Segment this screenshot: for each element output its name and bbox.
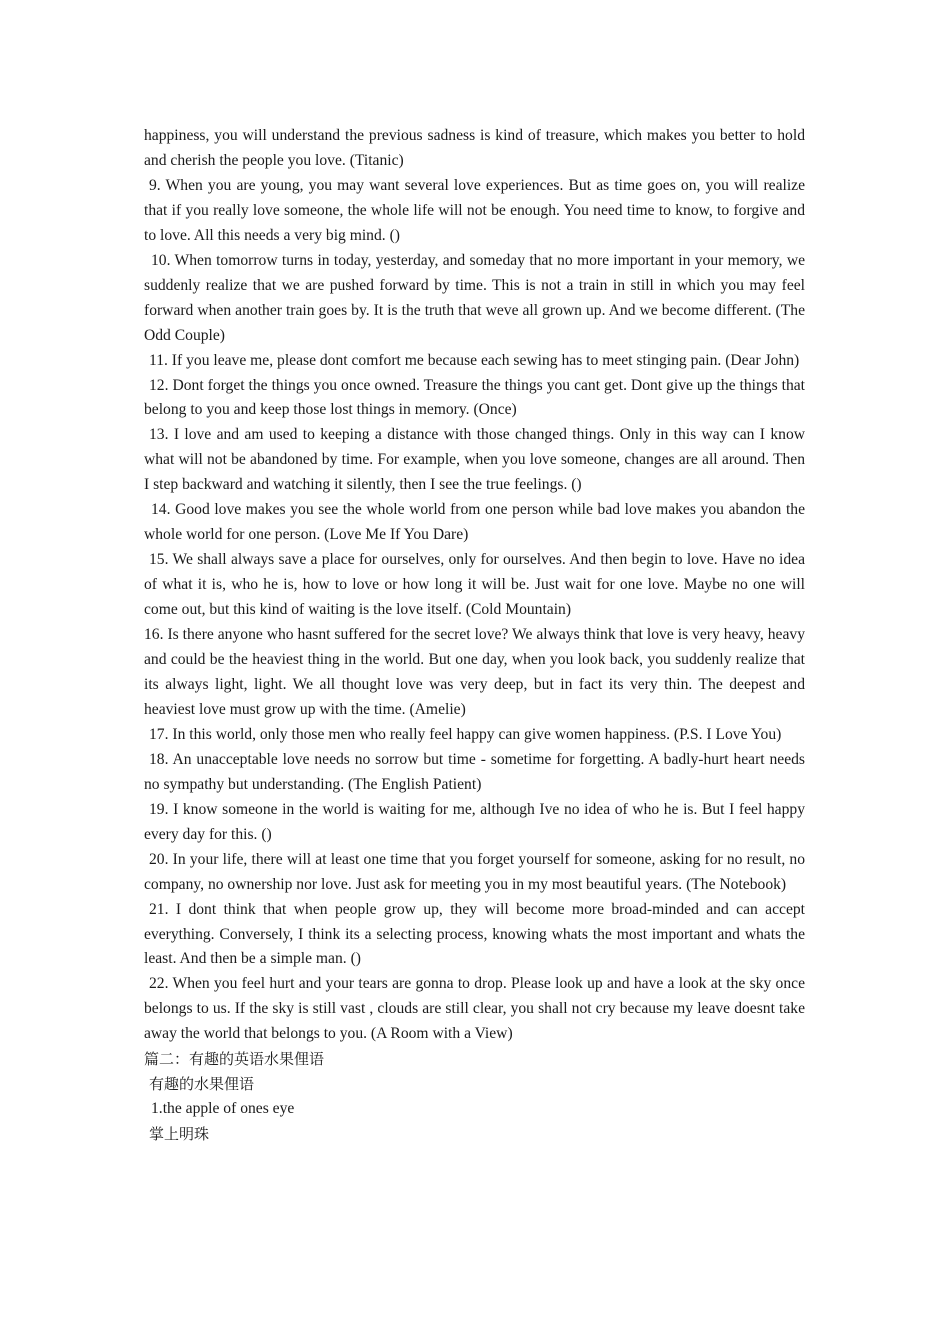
- idiom-translation-1: 掌上明珠: [149, 1125, 210, 1144]
- quote-item-11: 11. If you leave me, please dont comfort me because each sewing has to meet stinging pain. (Dear John): [149, 351, 800, 369]
- quote-item-18: 18. An unacceptable love needs no sorrow but time - sometime for forgetting. A badly-hurt heart needs no sympathy but understanding. (The English Patient): [144, 750, 805, 793]
- quote-item-19: 19. I know someone in the world is waiting for me, although Ive no idea of who he is. But I feel happy every day for this. (): [144, 800, 805, 843]
- paragraph-continuation: happiness, you will understand the previous sadness is kind of treasure, which makes you better to hold and cherish the people you love. (Titanic): [144, 127, 805, 169]
- idiom-item-1: 1.the apple of ones eye: [151, 1100, 295, 1118]
- quote-item-20: 20. In your life, there will at least one time that you forget yourself for someone, asking for no result, no company, no ownership nor love. Just ask for meeting you in my most beautiful years. (The Notebook): [144, 850, 805, 893]
- quote-item-22: 22. When you feel hurt and your tears are gonna to drop. Please look up and have a look at the sky once belongs to us. If the sky is still vast , clouds are still clear, you shall not cry because my leave doesnt take away the world that belongs to you. (A Room with a View): [144, 975, 805, 1043]
- document-body: [144, 124, 805, 1147]
- section-heading: 篇二：有趣的英语水果俚语: [144, 1050, 325, 1069]
- quote-item-16: 16. Is there anyone who hasnt suffered for the secret love? We always think that love is very heavy, heavy and could be the heaviest thing in the world. But one day, when you look back, you suddenly realize that its always light, light. We all thought love was very deep, but in fact its very thin. The deepest and heaviest love must grow up with the time. (Amelie): [144, 626, 805, 718]
- quote-item-10: 10. When tomorrow turns in today, yesterday, and someday that no more important in your memory, we suddenly realize that we are pushed forward by time. This is not a train in still in which you may feel forward when another train goes by. It is the truth that weve all grown up. And we become different. (The Odd Couple): [144, 251, 805, 344]
- quote-item-12: 12. Dont forget the things you once owned. Treasure the things you cant get. Dont give up the things that belong to you and keep those lost things in memory. (Once): [144, 376, 805, 419]
- quote-item-9: 9. When you are young, you may want several love experiences. But as time goes on, you will realize that if you really love someone, the whole life will not be enough. You need time to know, to forgive and to love. All this needs a very big mind. (): [144, 176, 805, 244]
- quote-item-14: 14. Good love makes you see the whole world from one person while bad love makes you abandon the whole world for one person. (Love Me If You Dare): [144, 501, 805, 544]
- quote-item-13: 13. I love and am used to keeping a distance with those changed things. Only in this way can I know what will not be abandoned by time. For example, when you love someone, changes are all around. Then I step backward and watching it silently, then I see the true feelings. (): [144, 426, 805, 494]
- quote-item-21: 21. I dont think that when people grow up, they will become more broad-minded and can accept everything. Conversely, I think its a selecting process, knowing whats the most important and whats the least. And then be a simple man. (): [144, 900, 805, 968]
- section-subheading: 有趣的水果俚语: [149, 1075, 255, 1094]
- quote-item-15: 15. We shall always save a place for ourselves, only for ourselves. And then begin to love. Have no idea of what it is, who he is, how to love or how long it will be. Just wait for one love. Maybe no one will come out, but this kind of waiting is the love itself. (Cold Mountain): [144, 551, 805, 619]
- quote-item-17: 17. In this world, only those men who really feel happy can give women happiness. (P.S. I Love You): [149, 725, 782, 743]
